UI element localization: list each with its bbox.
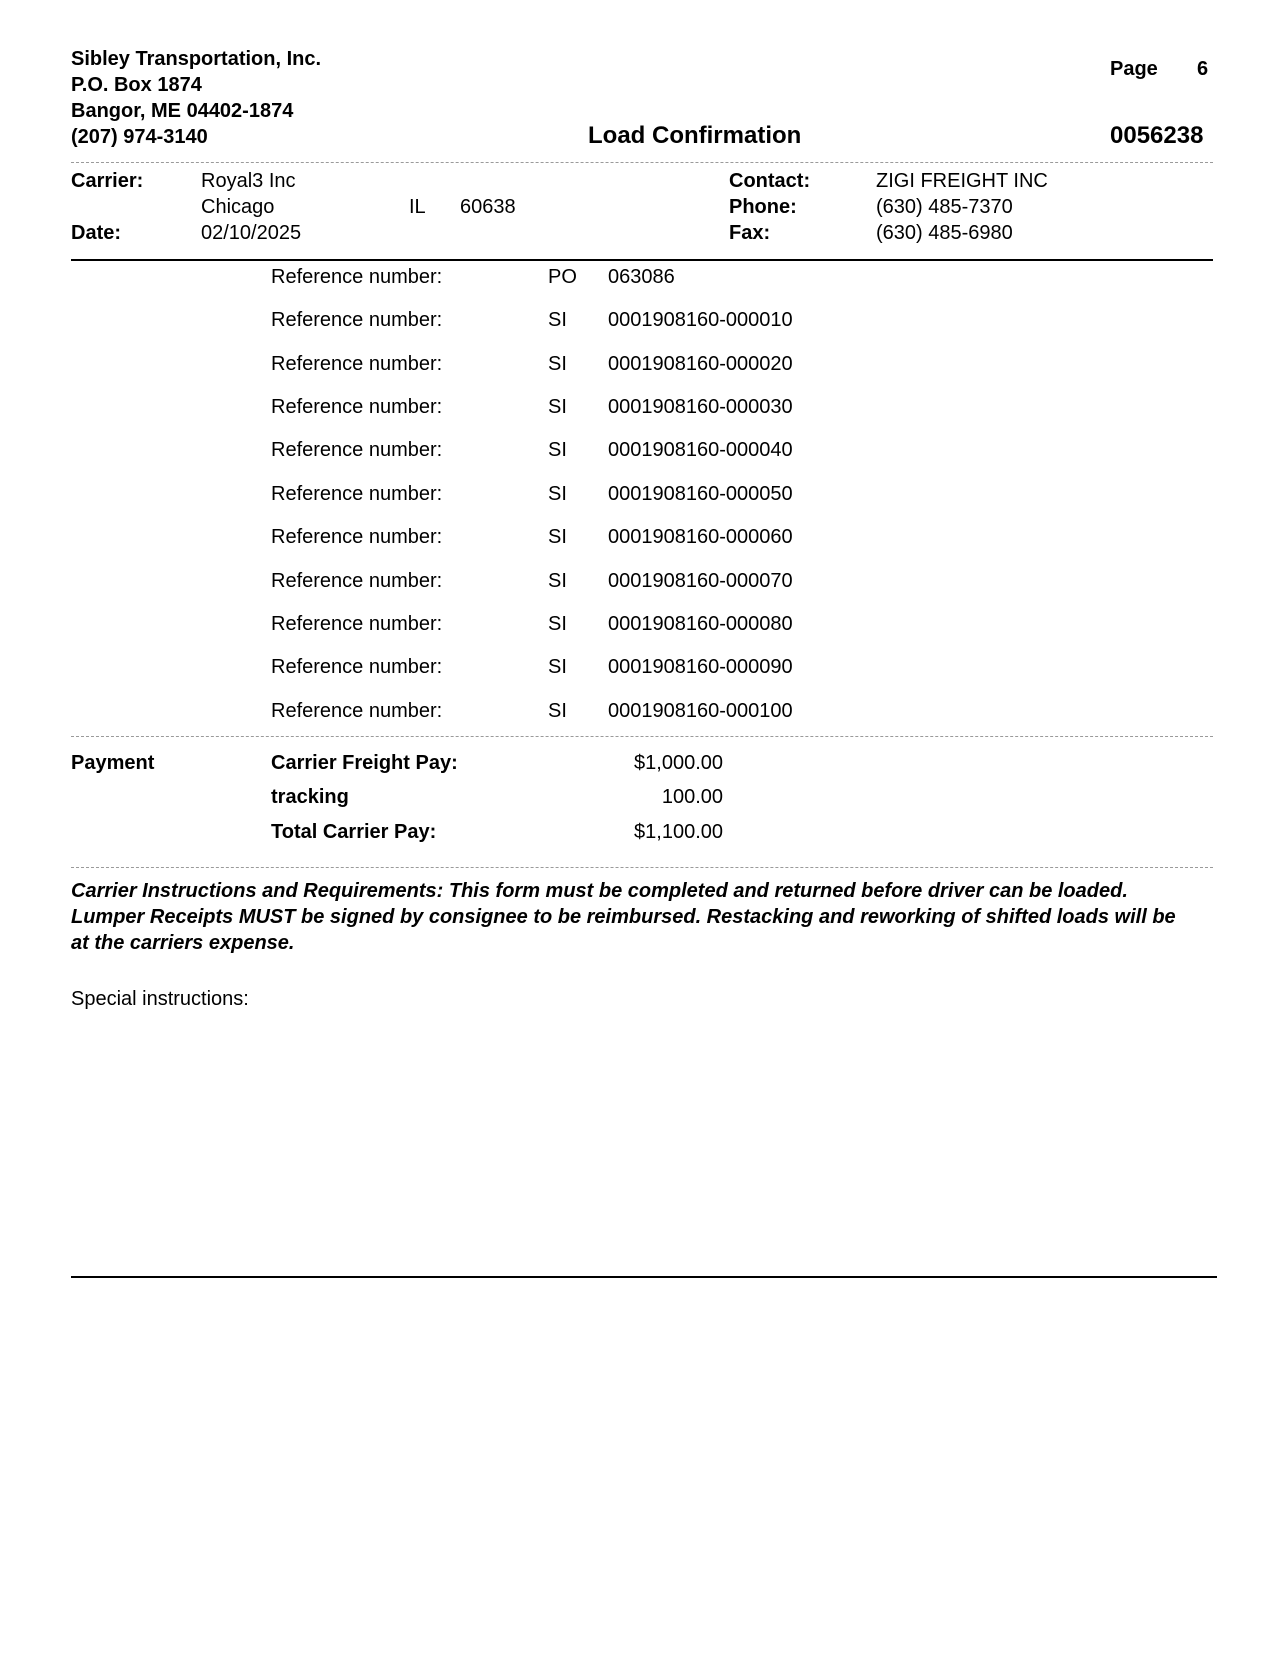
signature-line xyxy=(71,1276,1217,1278)
carrier-state: IL xyxy=(409,196,426,218)
reference-value: 0001908160-000050 xyxy=(608,483,793,505)
company-phone: (207) 974-3140 xyxy=(71,126,208,148)
reference-row xyxy=(0,353,1283,377)
reference-value: 0001908160-000080 xyxy=(608,613,793,635)
payment-line-amount: 100.00 xyxy=(661,786,723,808)
reference-type: SI xyxy=(548,613,567,635)
reference-row xyxy=(0,309,1283,333)
reference-type: SI xyxy=(548,700,567,722)
payment-total-amount: $1,100.00 xyxy=(634,821,723,843)
reference-type: SI xyxy=(548,309,567,331)
payment-line-amount: $1,000.00 xyxy=(634,752,723,774)
reference-label: Reference number: xyxy=(271,483,443,505)
reference-value: 0001908160-000070 xyxy=(608,570,793,592)
page-number: 6 xyxy=(1197,58,1209,80)
reference-value: 0001908160-000040 xyxy=(608,439,793,461)
reference-label: Reference number: xyxy=(271,309,443,331)
reference-value: 0001908160-000020 xyxy=(608,353,793,375)
reference-row xyxy=(0,439,1283,463)
reference-type: SI xyxy=(548,439,567,461)
reference-type: SI xyxy=(548,526,567,548)
reference-value: 0001908160-000010 xyxy=(608,309,793,331)
date-value: 02/10/2025 xyxy=(201,222,302,244)
reference-type: SI xyxy=(548,656,567,678)
contact-label: Contact: xyxy=(729,170,811,192)
reference-row xyxy=(0,656,1283,680)
page-label: Page xyxy=(1110,58,1158,80)
carrier-instructions: Carrier Instructions and Requirements: This form must be completed and returned before driver can be loaded. Lumper Receipts MUST be signed by consignee to be reimbursed. Restacking and reworking of shifted loads will be at the carriers expense. xyxy=(71,880,1176,954)
reference-row xyxy=(0,526,1283,550)
reference-label: Reference number: xyxy=(271,353,443,375)
reference-value: 0001908160-000100 xyxy=(608,700,793,722)
reference-label: Reference number: xyxy=(271,396,443,418)
reference-label: Reference number: xyxy=(271,613,443,635)
reference-type: SI xyxy=(548,353,567,375)
reference-row xyxy=(0,396,1283,420)
reference-type: SI xyxy=(548,570,567,592)
reference-label: Reference number: xyxy=(271,439,443,461)
company-address-line2: Bangor, ME 04402-1874 xyxy=(71,100,294,122)
reference-value: 0001908160-000030 xyxy=(608,396,793,418)
payment-total-label: Total Carrier Pay: xyxy=(271,821,437,843)
reference-label: Reference number: xyxy=(271,570,443,592)
document-number: 0056238 xyxy=(1110,122,1204,149)
carrier-city: Chicago xyxy=(201,196,275,218)
payment-line-label: tracking xyxy=(271,786,349,808)
company-address-line1: P.O. Box 1874 xyxy=(71,74,202,96)
reference-type: SI xyxy=(548,396,567,418)
payment-divider xyxy=(71,867,1213,868)
payment-line-label: Carrier Freight Pay: xyxy=(271,752,458,774)
contact-value: ZIGI FREIGHT INC xyxy=(876,170,1048,192)
fax-value: (630) 485-6980 xyxy=(876,222,1013,244)
phone-label: Phone: xyxy=(729,196,797,218)
reference-type: PO xyxy=(548,266,577,288)
carrier-label: Carrier: xyxy=(71,170,144,192)
reference-value: 0001908160-000090 xyxy=(608,656,793,678)
company-name: Sibley Transportation, Inc. xyxy=(71,48,322,70)
reference-label: Reference number: xyxy=(271,266,443,288)
reference-row xyxy=(0,613,1283,637)
reference-row xyxy=(0,483,1283,507)
date-label: Date: xyxy=(71,222,122,244)
reference-label: Reference number: xyxy=(271,656,443,678)
reference-row xyxy=(0,700,1283,724)
document-title: Load Confirmation xyxy=(588,122,802,149)
special-instructions-label: Special instructions: xyxy=(71,988,249,1010)
header-divider xyxy=(71,162,1213,163)
reference-type: SI xyxy=(548,483,567,505)
payment-label: Payment xyxy=(71,752,155,774)
carrier-name: Royal3 Inc xyxy=(201,170,296,192)
references-divider xyxy=(71,736,1213,737)
reference-value: 063086 xyxy=(608,266,675,288)
header-solid-divider xyxy=(71,259,1213,261)
reference-value: 0001908160-000060 xyxy=(608,526,793,548)
reference-label: Reference number: xyxy=(271,526,443,548)
fax-label: Fax: xyxy=(729,222,771,244)
reference-label: Reference number: xyxy=(271,700,443,722)
reference-row xyxy=(0,570,1283,594)
phone-value: (630) 485-7370 xyxy=(876,196,1013,218)
carrier-zip: 60638 xyxy=(460,196,516,218)
reference-row xyxy=(0,266,1283,290)
